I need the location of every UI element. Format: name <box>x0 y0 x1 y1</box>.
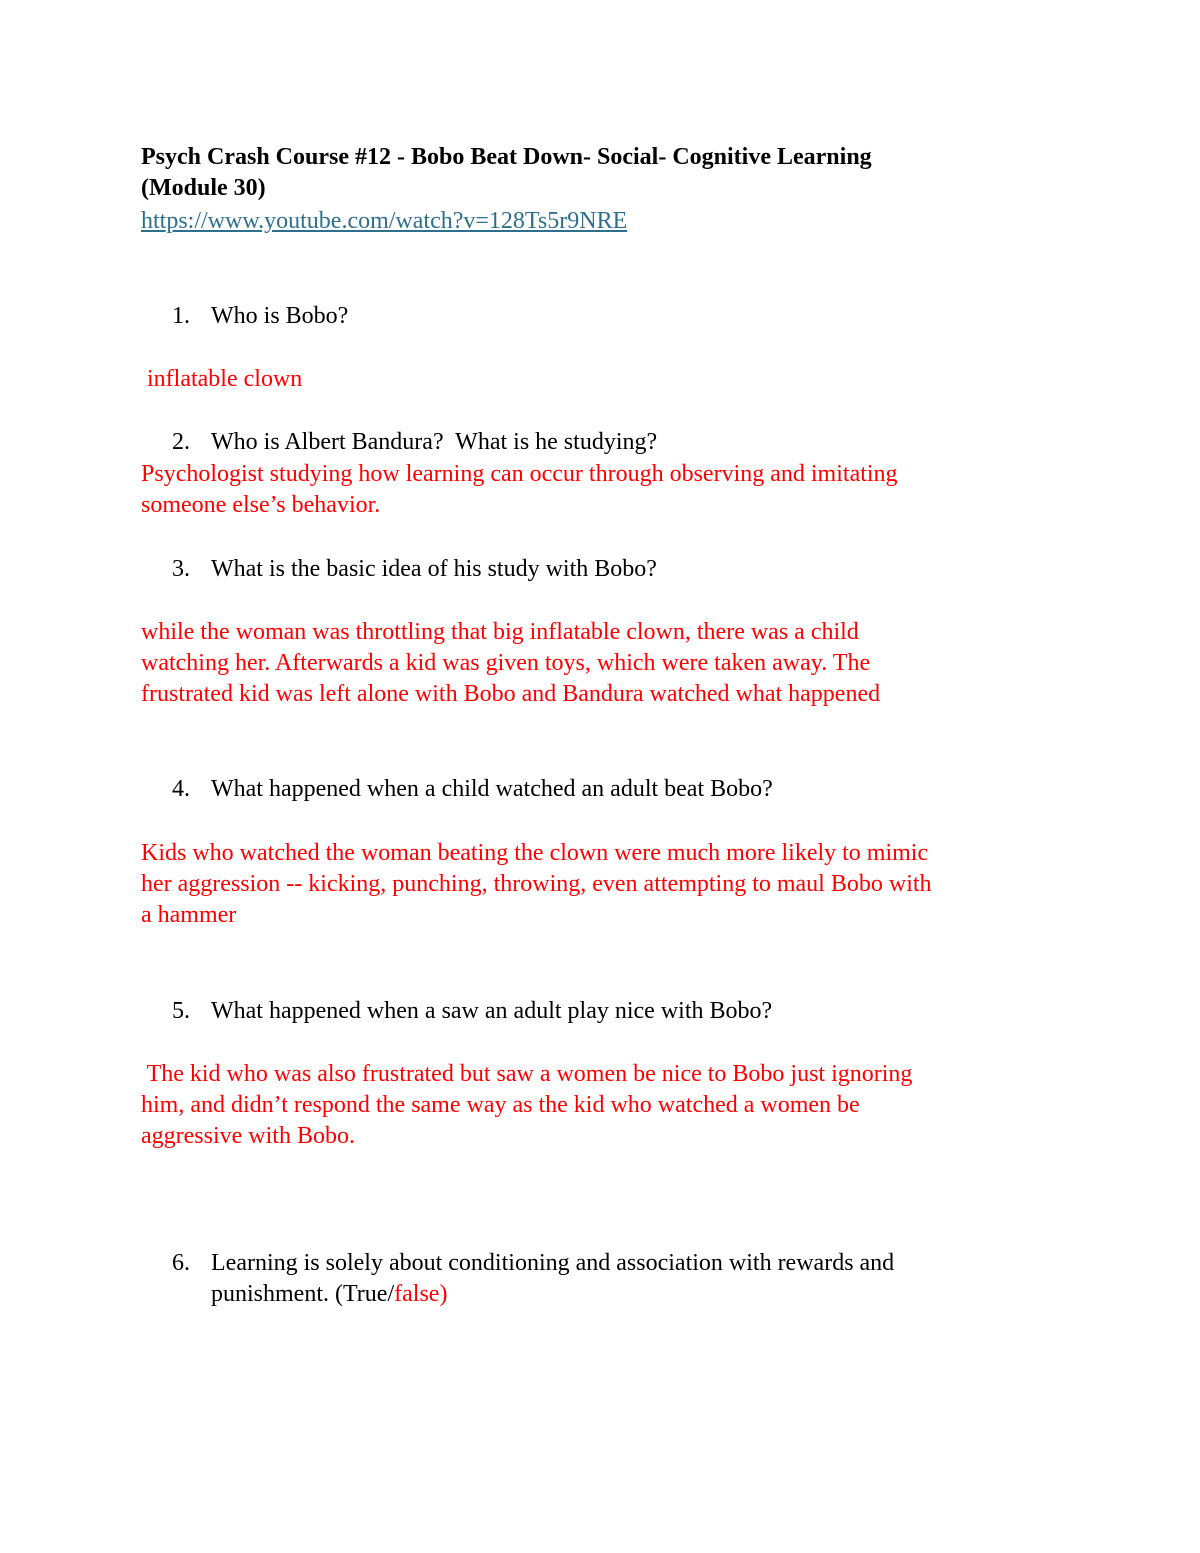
question-1 <box>172 301 348 332</box>
answer-line: frustrated kid was left alone with Bobo and Bandura watched what happened <box>141 681 881 707</box>
answer-5 <box>141 1059 1071 1152</box>
true-false-prompt: punishment. (True/ <box>211 1281 395 1307</box>
answer-line: The kid who was also frustrated but saw a women be nice to Bobo just ignoring <box>141 1061 913 1087</box>
answer-3 <box>141 617 1071 710</box>
answer-1 <box>147 364 1077 395</box>
question-number: 2. <box>172 429 190 455</box>
question-4 <box>172 774 773 805</box>
answer-line: someone else’s behavior. <box>141 492 381 518</box>
question-text: What happened when a saw an adult play nice with Bobo? <box>211 998 773 1024</box>
question-text: Who is Albert Bandura? What is he studying? <box>211 429 658 455</box>
question-text: Who is Bobo? <box>211 303 349 329</box>
question-text: Learning is solely about conditioning and association with rewards and <box>211 1250 895 1276</box>
answer-line: a hammer <box>141 902 237 928</box>
answer-line: watching her. Afterwards a kid was given toys, which were taken away. The <box>141 650 871 676</box>
title-line-1: Psych Crash Course #12 - Bobo Beat Down- Social- Cognitive Learning <box>141 144 872 170</box>
question-number: 3. <box>172 556 190 582</box>
question-number: 5. <box>172 998 190 1024</box>
title-line-2: (Module 30) <box>141 175 266 201</box>
true-false-answer: false <box>394 1281 440 1307</box>
question-number: 1. <box>172 303 190 329</box>
document-title <box>141 142 1071 204</box>
answer-line: Kids who watched the woman beating the clown were much more likely to mimic <box>141 840 929 866</box>
question-text: What is the basic idea of his study with Bobo? <box>211 556 657 582</box>
answer-4 <box>141 838 1071 931</box>
question-2 <box>172 427 657 458</box>
answer-line: Psychologist studying how learning can occur through observing and imitating <box>141 461 898 487</box>
question-6 <box>172 1248 894 1310</box>
answer-line: aggressive with Bobo. <box>141 1123 355 1149</box>
answer-line: him, and didn’t respond the same way as the kid who watched a women be <box>141 1092 860 1118</box>
question-3 <box>172 554 657 585</box>
answer-line: her aggression -- kicking, punching, throwing, even attempting to maul Bobo with <box>141 871 932 897</box>
answer-line: while the woman was throttling that big inflatable clown, there was a child <box>141 619 859 645</box>
question-text-continued <box>172 1279 894 1310</box>
question-5 <box>172 996 772 1027</box>
question-text: What happened when a child watched an adult beat Bobo? <box>211 776 773 802</box>
video-link[interactable]: https://www.youtube.com/watch?v=128Ts5r9NRE <box>141 208 628 234</box>
answer-line: inflatable clown <box>147 366 303 392</box>
answer-2 <box>141 459 1071 521</box>
question-number: 6. <box>172 1250 190 1276</box>
true-false-close-paren: ) <box>439 1281 448 1307</box>
question-number: 4. <box>172 776 190 802</box>
